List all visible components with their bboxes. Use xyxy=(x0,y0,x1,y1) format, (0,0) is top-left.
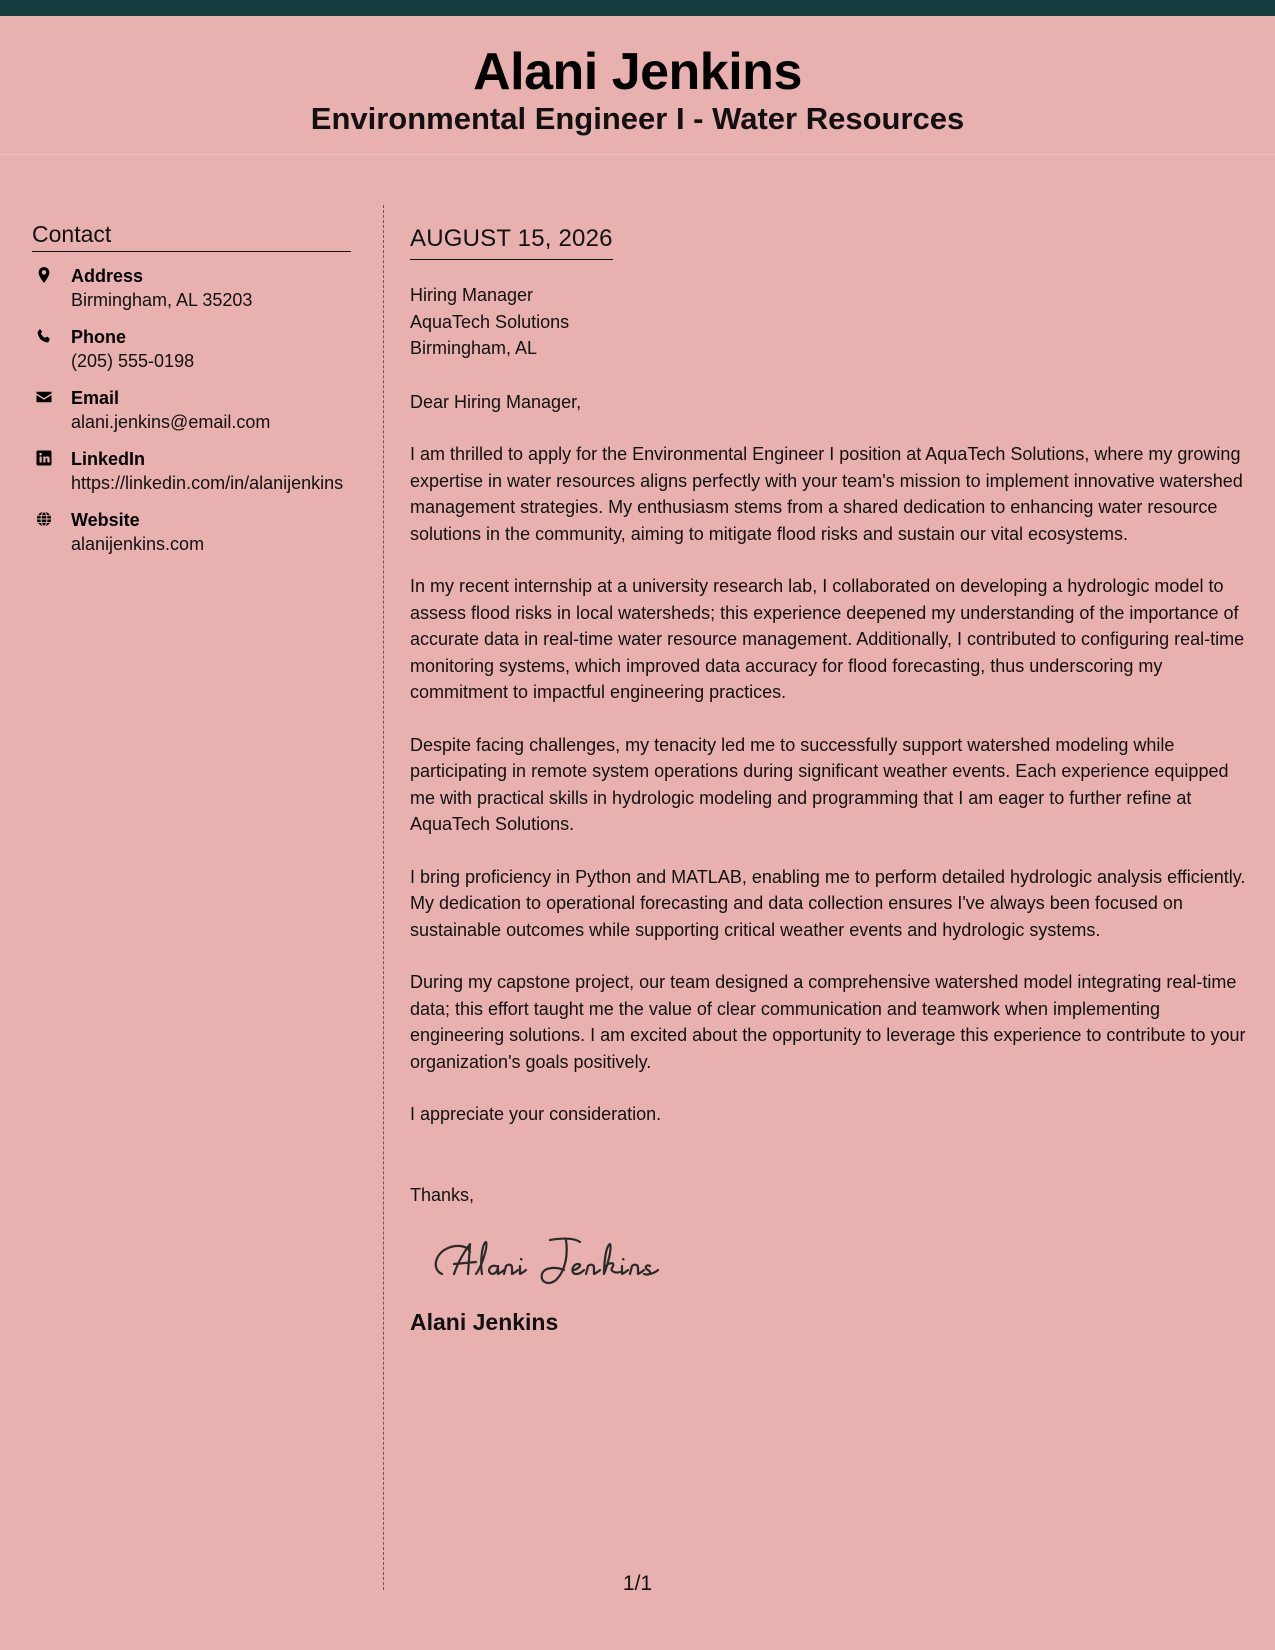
recipient-line: Birmingham, AL xyxy=(410,338,538,358)
page-number: 1/1 xyxy=(622,1572,653,1595)
page-header xyxy=(0,16,1275,155)
salutation: Dear Hiring Manager, xyxy=(410,391,582,412)
recipient-line: Hiring Manager xyxy=(410,285,534,305)
contact-value: (205) 555-0198 xyxy=(71,351,195,371)
contact-value: https://linkedin.com/in/alanijenkins xyxy=(71,473,344,493)
phone-icon xyxy=(35,327,53,345)
applicant-name: Alani Jenkins xyxy=(473,43,802,101)
column-divider xyxy=(383,205,384,1590)
contact-item-address xyxy=(32,264,351,312)
letter-body xyxy=(410,224,1250,1336)
top-accent-bar xyxy=(0,0,1275,16)
letter-paragraph: I appreciate your consideration. xyxy=(410,1104,662,1124)
envelope-icon xyxy=(35,388,53,406)
signature-image xyxy=(424,1226,664,1298)
contact-sidebar xyxy=(32,220,351,569)
contact-label: Website xyxy=(71,510,140,530)
contact-item-phone xyxy=(32,325,351,373)
contact-value: alanijenkins.com xyxy=(71,534,205,554)
contact-item-website xyxy=(32,508,351,556)
contact-label: Phone xyxy=(71,327,127,347)
letter-paragraph: During my capstone project, our team designed a comprehensive watershed model integrating real-time data; this effort taught me the value of clear communication and teamwork when implementing engineering solutions. I am excited about the opportunity to leverage this experience to contribute to your organization's goals positively. xyxy=(410,972,1246,1072)
letter-paragraph: I bring proficiency in Python and MATLAB, enabling me to perform detailed hydrologic analysis efficiently. My dedication to operational forecasting and data collection ensures I've always been focused on sustainable outcomes while supporting critical weather events and hydrologic systems. xyxy=(410,866,1246,940)
map-pin-icon xyxy=(35,266,53,284)
handwritten-signature xyxy=(424,1226,1250,1298)
linkedin-icon xyxy=(35,449,53,467)
contact-item-linkedin xyxy=(32,447,351,495)
globe-icon xyxy=(35,510,53,528)
contact-value: alani.jenkins@email.com xyxy=(71,412,271,432)
contact-label: LinkedIn xyxy=(71,449,146,469)
letter-date: AUGUST 15, 2026 xyxy=(410,224,613,260)
letter-paragraph: In my recent internship at a university research lab, I collaborated on developing a hydrologic model to assess flood risks in local watersheds; this experience deepened my understanding of the importance of accurate data in real-time water resource management. Additionally, I contributed to configuring real-time monitoring systems, which improved data accuracy for flood forecasting, thus underscoring my commitment to impactful engineering practices. xyxy=(410,576,1245,702)
letter-paragraph: Despite facing challenges, my tenacity led me to successfully support watershed modeling while participating in remote system operations during significant weather events. Each experience equipped me with practical skills in hydrologic modeling and programming that I am eager to further refine at AquaTech Solutions. xyxy=(410,734,1229,834)
closing: Thanks, xyxy=(410,1184,475,1205)
contact-value: Birmingham, AL 35203 xyxy=(71,290,253,310)
contact-label: Email xyxy=(71,388,120,408)
signer-name: Alani Jenkins xyxy=(410,1309,559,1335)
letter-paragraph: I am thrilled to apply for the Environmental Engineer I position at AquaTech Solutions, where my growing expertise in water resources aligns perfectly with your team's mission to implement innovative watershed management strategies. My enthusiasm stems from a shared dedication to enhancing water resource solutions in the community, aiming to mitigate flood risks and sustain our vital ecosystems. xyxy=(410,444,1243,544)
recipient-line: AquaTech Solutions xyxy=(410,311,570,332)
contact-item-email xyxy=(32,386,351,434)
recipient-block xyxy=(410,282,1250,362)
contact-heading: Contact xyxy=(32,220,351,252)
applicant-title: Environmental Engineer I - Water Resources xyxy=(310,101,965,136)
contact-label: Address xyxy=(71,266,144,286)
